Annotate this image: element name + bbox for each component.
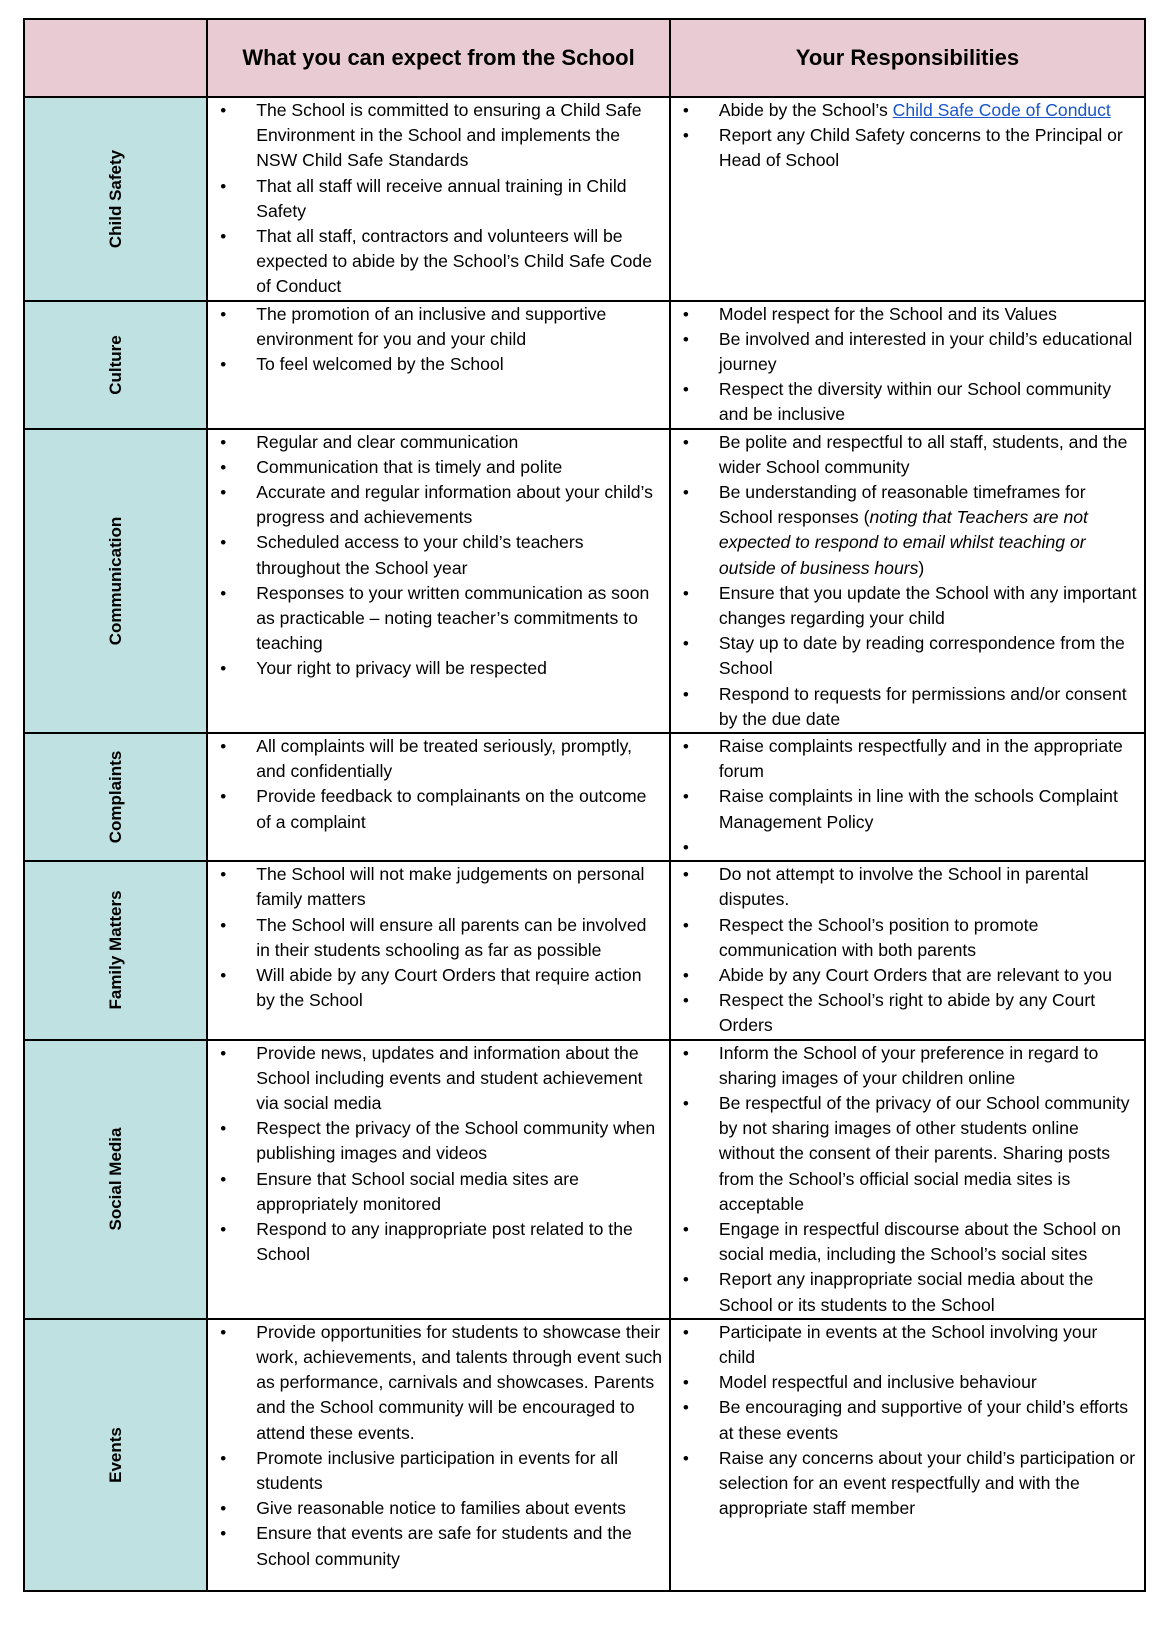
- expect-list: [208, 734, 669, 835]
- row-culture: [24, 301, 1145, 429]
- header-row: [24, 19, 1145, 97]
- category-cell: [24, 1319, 207, 1591]
- category-cell: [24, 861, 207, 1039]
- expect-cell: [207, 1040, 670, 1319]
- category-cell: [24, 97, 207, 301]
- row-complaints: [24, 733, 1145, 861]
- list-item: • Ensure that events are safe for students and the School community: [208, 1521, 663, 1571]
- list-item: • Raise complaints in line with the schools Complaint Management Policy: [671, 784, 1138, 834]
- list-item: • Respect the School’s position to promote communication with both parents: [671, 913, 1138, 963]
- column-header-expect: What you can expect from the School: [207, 19, 670, 97]
- list-item: • Be encouraging and supportive of your child’s efforts at these events: [671, 1395, 1138, 1445]
- list-item: • Respect the diversity within our School community and be inclusive: [671, 377, 1138, 427]
- list-item: • Do not attempt to involve the School in parental disputes.: [671, 862, 1138, 912]
- responsibilities-list: [671, 734, 1144, 860]
- responsibilities-cell: [670, 1040, 1145, 1319]
- note-close: ): [918, 557, 925, 578]
- category-label: Complaints: [105, 750, 125, 844]
- list-item: • Respect the privacy of the School community when publishing images and videos: [208, 1116, 663, 1166]
- row-events: [24, 1319, 1145, 1591]
- list-item: • Your right to privacy will be respected: [208, 656, 663, 681]
- list-item: • Inform the School of your preference in regard to sharing images of your children online: [671, 1041, 1138, 1091]
- list-item: • The promotion of an inclusive and supportive environment for you and your child: [208, 302, 663, 352]
- list-item: • Raise complaints respectfully and in the appropriate forum: [671, 734, 1138, 784]
- list-item: • Be involved and interested in your child’s educational journey: [671, 327, 1138, 377]
- list-item: • Accurate and regular information about your child’s progress and achievements: [208, 480, 663, 530]
- responsibilities-list: [671, 1041, 1144, 1318]
- list-item: • Scheduled access to your child’s teachers throughout the School year: [208, 530, 663, 580]
- italic-note: noting that Teachers are not expected to respond to email whilst teaching or outside of business hours: [718, 507, 1088, 578]
- list-item: • Model respectful and inclusive behaviour: [671, 1370, 1138, 1395]
- list-item: • Model respect for the School and its Values: [671, 302, 1138, 327]
- responsibilities-list: [671, 1320, 1144, 1522]
- list-item: • Communication that is timely and polite: [208, 455, 663, 480]
- responsibilities-cell: [670, 97, 1145, 301]
- list-item: • Provide opportunities for students to showcase their work, achievements, and talents through event such as performance, carnivals and showcases. Parents and the School community will be encouraged to attend these events.: [208, 1320, 663, 1446]
- list-item: • Report any Child Safety concerns to the Principal or Head of School: [671, 123, 1138, 173]
- category-label: Communication: [105, 516, 125, 646]
- list-item: • Regular and clear communication: [208, 430, 663, 455]
- list-item: • Will abide by any Court Orders that require action by the School: [208, 963, 663, 1013]
- list-item: • Responses to your written communication as soon as practicable – noting teacher’s commitments to teaching: [208, 581, 663, 657]
- list-item: • Participate in events at the School involving your child: [671, 1320, 1138, 1370]
- list-item-text: Abide by the School’s: [718, 100, 893, 120]
- list-item: • Engage in respectful discourse about the School on social media, including the School’s social sites: [671, 1217, 1138, 1267]
- category-label: Social Media: [105, 1127, 125, 1231]
- list-item: • That all staff will receive annual training in Child Safety: [208, 174, 663, 224]
- child-safe-code-of-conduct-link[interactable]: Child Safe Code of Conduct: [892, 100, 1111, 120]
- category-label: Events: [105, 1426, 125, 1483]
- list-item: • Be polite and respectful to all staff, students, and the wider School community: [671, 430, 1138, 480]
- responsibilities-list: [671, 302, 1144, 428]
- list-item: [671, 98, 1138, 123]
- responsibilities-cell: [670, 733, 1145, 861]
- list-item: • Provide news, updates and information about the School including events and student achievement via social media: [208, 1041, 663, 1117]
- list-item: • Respond to any inappropriate post related to the School: [208, 1217, 663, 1267]
- responsibilities-list: [671, 862, 1144, 1038]
- list-item: • Ensure that you update the School with any important changes regarding your child: [671, 581, 1138, 631]
- list-item: • Give reasonable notice to families about events: [208, 1496, 663, 1521]
- expect-list: [208, 1320, 669, 1572]
- corner-cell: [24, 19, 207, 97]
- category-label: Family Matters: [105, 890, 125, 1010]
- responsibilities-cell: [670, 861, 1145, 1039]
- list-item: [671, 480, 1138, 581]
- list-item: • Raise any concerns about your child’s participation or selection for an event respectfully and with the appropriate staff member: [671, 1446, 1138, 1522]
- list-item-text: Be understanding of reasonable timeframes for School responses (: [718, 482, 1086, 528]
- column-header-responsibilities: Your Responsibilities: [670, 19, 1145, 97]
- expect-list: [208, 1041, 669, 1268]
- category-label: Child Safety: [105, 149, 125, 248]
- empty-list-item: [671, 835, 1138, 860]
- list-item: • Respond to requests for permissions and/or consent by the due date: [671, 682, 1138, 732]
- responsibilities-list: [671, 430, 1144, 732]
- list-item: • Provide feedback to complainants on the outcome of a complaint: [208, 784, 663, 834]
- category-cell: [24, 301, 207, 429]
- list-item: • Stay up to date by reading correspondence from the School: [671, 631, 1138, 681]
- expect-list: [208, 430, 669, 682]
- category-cell: [24, 1040, 207, 1319]
- list-item: • To feel welcomed by the School: [208, 352, 663, 377]
- list-item: • The School will ensure all parents can be involved in their students schooling as far as possible: [208, 913, 663, 963]
- expect-cell: [207, 1319, 670, 1591]
- responsibilities-cell: [670, 1319, 1145, 1591]
- list-item: • Abide by any Court Orders that are relevant to you: [671, 963, 1138, 988]
- row-social-media: [24, 1040, 1145, 1319]
- expect-cell: [207, 97, 670, 301]
- list-item: • That all staff, contractors and volunteers will be expected to abide by the School’s Child Safe Code of Conduct: [208, 224, 663, 300]
- category-cell: [24, 733, 207, 861]
- row-family-matters: [24, 861, 1145, 1039]
- responsibilities-cell: [670, 301, 1145, 429]
- expectations-table: [23, 18, 1146, 1592]
- row-child-safety: [24, 97, 1145, 301]
- category-label: Culture: [105, 334, 125, 395]
- list-item: • The School will not make judgements on personal family matters: [208, 862, 663, 912]
- list-item: • Promote inclusive participation in events for all students: [208, 1446, 663, 1496]
- list-item: • All complaints will be treated seriously, promptly, and confidentially: [208, 734, 663, 784]
- expect-list: [208, 98, 669, 300]
- expect-cell: [207, 429, 670, 733]
- list-item: • The School is committed to ensuring a Child Safe Environment in the School and implements the NSW Child Safe Standards: [208, 98, 663, 174]
- responsibilities-list: [671, 98, 1144, 174]
- list-item: • Be respectful of the privacy of our School community by not sharing images of other students online without the consent of their parents. Sharing posts from the School’s official social media sites is acceptable: [671, 1091, 1138, 1217]
- list-item: • Ensure that School social media sites are appropriately monitored: [208, 1167, 663, 1217]
- responsibilities-cell: [670, 429, 1145, 733]
- expect-cell: [207, 861, 670, 1039]
- expect-list: [208, 862, 669, 1013]
- list-item: • Report any inappropriate social media about the School or its students to the School: [671, 1267, 1138, 1317]
- list-item: • Respect the School’s right to abide by any Court Orders: [671, 988, 1138, 1038]
- expect-cell: [207, 733, 670, 861]
- expect-cell: [207, 301, 670, 429]
- category-cell: [24, 429, 207, 733]
- row-communication: [24, 429, 1145, 733]
- expect-list: [208, 302, 669, 378]
